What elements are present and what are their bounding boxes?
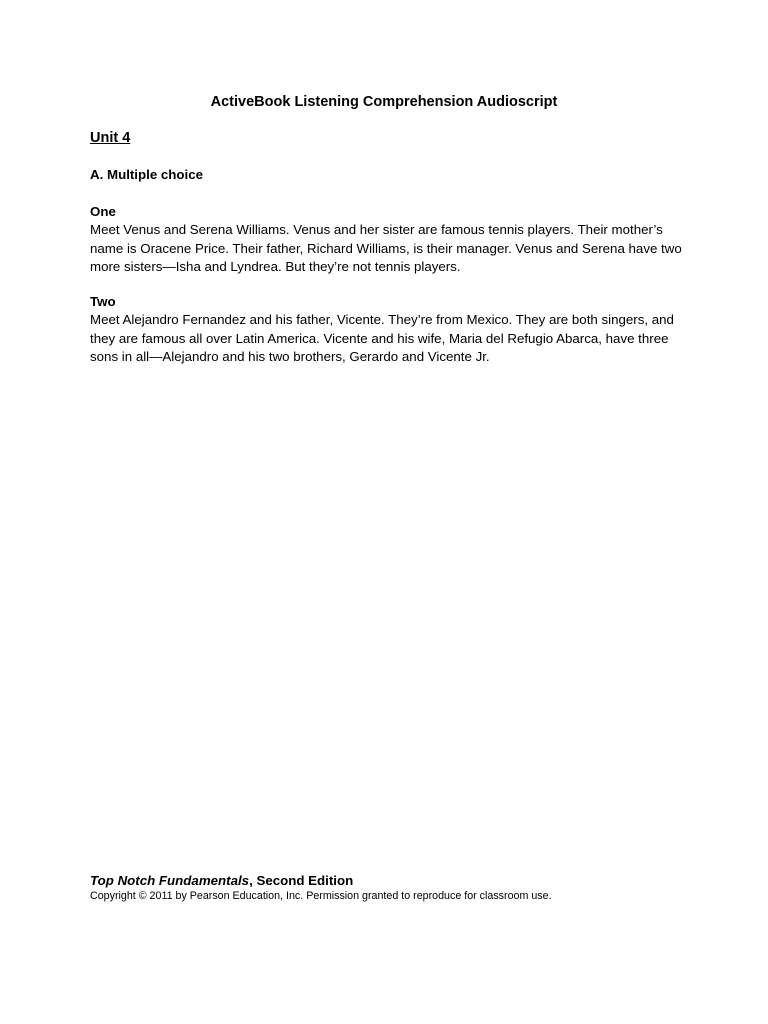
item-text: Meet Venus and Serena Williams. Venus and her sister are famous tennis players. Their mother’s name is Oracene Price. Their father, Richard Williams, is their manager. Venus and Serena have two more sisters—Isha and Lyndrea. But they’re not tennis players. <box>90 222 682 274</box>
item-text: Meet Alejandro Fernandez and his father, Vicente. They’re from Mexico. They are both singers, and they are famous all over Latin America. Vicente and his wife, Maria del Refugio Abarca, have three sons in all—Alejandro and his two brothers, Gerardo and Vicente Jr. <box>90 312 674 364</box>
footer-title <box>90 872 730 889</box>
item-two <box>90 293 690 367</box>
document-title: ActiveBook Listening Comprehension Audioscript <box>210 94 558 110</box>
book-title: Top Notch Fundamentals <box>90 873 250 888</box>
item-heading: One <box>90 204 116 219</box>
edition: , Second Edition <box>249 873 354 888</box>
unit-heading: Unit 4 <box>90 130 131 146</box>
section-heading: A. Multiple choice <box>90 167 204 182</box>
item-heading: Two <box>90 294 116 309</box>
footer <box>90 872 730 903</box>
item-one <box>90 203 690 277</box>
copyright-notice: Copyright © 2011 by Pearson Education, Inc. Permission granted to reproduce for classroom use. <box>90 890 552 902</box>
